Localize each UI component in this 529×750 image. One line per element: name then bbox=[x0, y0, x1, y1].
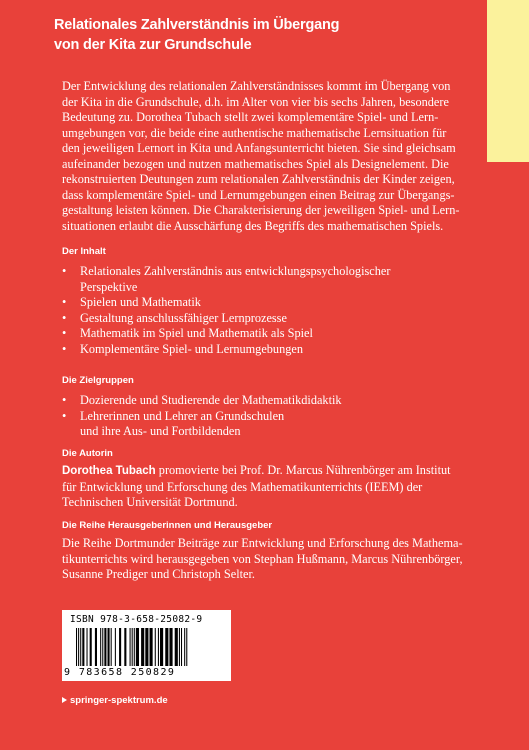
autorin-line bbox=[62, 463, 482, 480]
list-item-line: Dozierende und Studierende der Mathematikdidaktik bbox=[80, 393, 342, 407]
list-item-line: Perspektive bbox=[80, 279, 138, 294]
inhalt-heading: Der Inhalt bbox=[62, 246, 106, 257]
herausgeber-line: tikunterrichts wird herausgegeben von Stephan Hußmann, Marcus Nührenbörger, bbox=[62, 551, 463, 566]
bullet-icon: • bbox=[62, 341, 67, 356]
herausgeber-line: Susanne Prediger und Christoph Selter. bbox=[62, 567, 255, 581]
intro-line: der Kita in die Grundschule, d.h. im Alter von vier bis sechs Jahren, besondere bbox=[62, 94, 449, 109]
list-item-line: Relationales Zahlverständnis aus entwicklungspsychologischer bbox=[80, 264, 391, 278]
barcode-bar bbox=[155, 628, 156, 666]
list-item bbox=[62, 326, 482, 342]
barcode-bar bbox=[186, 628, 187, 666]
barcode-bar bbox=[115, 628, 116, 666]
list-item bbox=[62, 342, 482, 358]
bullet-icon: • bbox=[62, 326, 67, 340]
intro-line: Bedeutung zu. Dorothea Tubach stellt zwei komplementäre Spiel- und Lern- bbox=[62, 110, 439, 124]
barcode-bar bbox=[150, 628, 153, 666]
list-item bbox=[62, 393, 482, 409]
barcode-bar bbox=[111, 628, 112, 666]
isbn-label: ISBN 978-3-658-25082-9 bbox=[70, 614, 203, 625]
arrow-right-icon bbox=[62, 697, 67, 703]
list-item bbox=[62, 409, 482, 440]
author-name: Dorothea Tubach bbox=[62, 465, 156, 477]
herausgeber-heading: Die Reihe Herausgeberinnen und Herausgeber bbox=[62, 520, 273, 531]
autorin-text: promovierte bei Prof. Dr. Marcus Nührenbörger am Institut bbox=[155, 463, 451, 477]
barcode-bar bbox=[169, 628, 172, 666]
barcode-bars bbox=[70, 628, 223, 668]
barcode-bar bbox=[78, 628, 79, 666]
barcode-bar bbox=[141, 628, 144, 666]
intro-line: den jeweiligen Lernort in Kita und Anfangsunterricht bieten. Sie sind gleichsam bbox=[62, 141, 456, 155]
title-line: von der Kita zur Grundschule bbox=[54, 37, 252, 53]
intro-line: Der Entwicklung des relationalen Zahlverständnisses kommt im Übergang von bbox=[62, 79, 451, 93]
barcode-bar bbox=[76, 628, 77, 666]
intro-line: gestaltung leisten können. Die Charakterisierung der jeweiligen Spiel- und Lern- bbox=[62, 203, 460, 217]
barcode-bar bbox=[134, 628, 135, 666]
intro-line: situationen erlaubt die Ausschärfung des Begriffs des mathematischen Spiels. bbox=[62, 218, 444, 233]
barcode-bar bbox=[179, 628, 180, 666]
list-item-line: und ihre Aus- und Fortbildenden bbox=[80, 424, 241, 438]
barcode-digits: 9 783658 250829 bbox=[64, 667, 176, 678]
barcode bbox=[62, 610, 231, 681]
autorin-line: für Entwicklung und Erforschung des Mathematikunterrichts (IEEM) der bbox=[62, 479, 423, 494]
inhalt-list bbox=[62, 264, 482, 357]
barcode-bar bbox=[104, 628, 106, 666]
barcode-bar bbox=[145, 628, 148, 666]
barcode-bar bbox=[100, 628, 101, 666]
barcode-bar bbox=[132, 628, 133, 666]
barcode-bar bbox=[130, 628, 131, 666]
barcode-bar bbox=[160, 628, 163, 666]
barcode-bar bbox=[175, 628, 178, 666]
zielgruppen-heading: Die Zielgruppen bbox=[62, 375, 134, 386]
list-item bbox=[62, 264, 482, 295]
herausgeber-paragraph bbox=[62, 536, 482, 583]
barcode-bar bbox=[102, 628, 103, 666]
barcode-bar bbox=[87, 628, 88, 666]
barcode-bar bbox=[136, 628, 139, 666]
bullet-icon: • bbox=[62, 393, 67, 407]
intro-paragraph bbox=[62, 79, 482, 234]
barcode-bar bbox=[108, 628, 110, 666]
intro-line: aufeinander bezogen und nutzen mathematisches Spiel als Designelement. Die bbox=[62, 156, 449, 171]
barcode-bar bbox=[124, 628, 126, 666]
intro-line: umgebungen vor, die beide eine authentische mathematische Lernsituation für bbox=[62, 125, 447, 140]
barcode-bar bbox=[181, 628, 182, 666]
barcode-bar bbox=[184, 628, 185, 666]
list-item bbox=[62, 295, 482, 311]
intro-line: dass komplementäre Spiel- und Lernumgebungen einen Beitrag zur Übergangs- bbox=[62, 187, 455, 202]
website-text: springer-spektrum.de bbox=[70, 695, 168, 706]
barcode-bar bbox=[80, 628, 81, 666]
barcode-bar bbox=[165, 628, 168, 666]
yellow-tab bbox=[487, 0, 529, 162]
autorin-heading: Die Autorin bbox=[62, 448, 113, 459]
intro-line: rekonstruierten Deutungen zum relationalen Zahlverständnis der Kinder zeigen, bbox=[62, 172, 455, 186]
bullet-icon: • bbox=[62, 295, 67, 309]
barcode-bar bbox=[90, 628, 92, 666]
barcode-bar bbox=[95, 628, 97, 666]
barcode-bar bbox=[82, 628, 84, 666]
list-item-line: Lehrerinnen und Lehrer an Grundschulen bbox=[80, 408, 285, 423]
book-title bbox=[54, 15, 474, 55]
publisher-website[interactable] bbox=[62, 695, 168, 706]
title-line: Relationales Zahlverständnis im Übergang bbox=[54, 17, 340, 33]
autorin-paragraph bbox=[62, 463, 482, 511]
bullet-icon: • bbox=[62, 408, 67, 423]
list-item-line: Komplementäre Spiel- und Lernumgebungen bbox=[80, 341, 303, 356]
list-item-line: Gestaltung anschlussfähiger Lernprozesse bbox=[80, 310, 287, 325]
bullet-icon: • bbox=[62, 310, 67, 325]
list-item bbox=[62, 311, 482, 327]
zielgruppen-list bbox=[62, 393, 482, 440]
barcode-bar bbox=[119, 628, 121, 666]
autorin-line: Technischen Universität Dortmund. bbox=[62, 495, 238, 509]
bullet-icon: • bbox=[62, 264, 67, 278]
barcode-bar bbox=[158, 628, 159, 666]
list-item-line: Mathematik im Spiel und Mathematik als Spiel bbox=[80, 326, 313, 340]
list-item-line: Spielen und Mathematik bbox=[80, 295, 201, 309]
herausgeber-line: Die Reihe Dortmunder Beiträge zur Entwicklung und Erforschung des Mathema- bbox=[62, 536, 463, 550]
